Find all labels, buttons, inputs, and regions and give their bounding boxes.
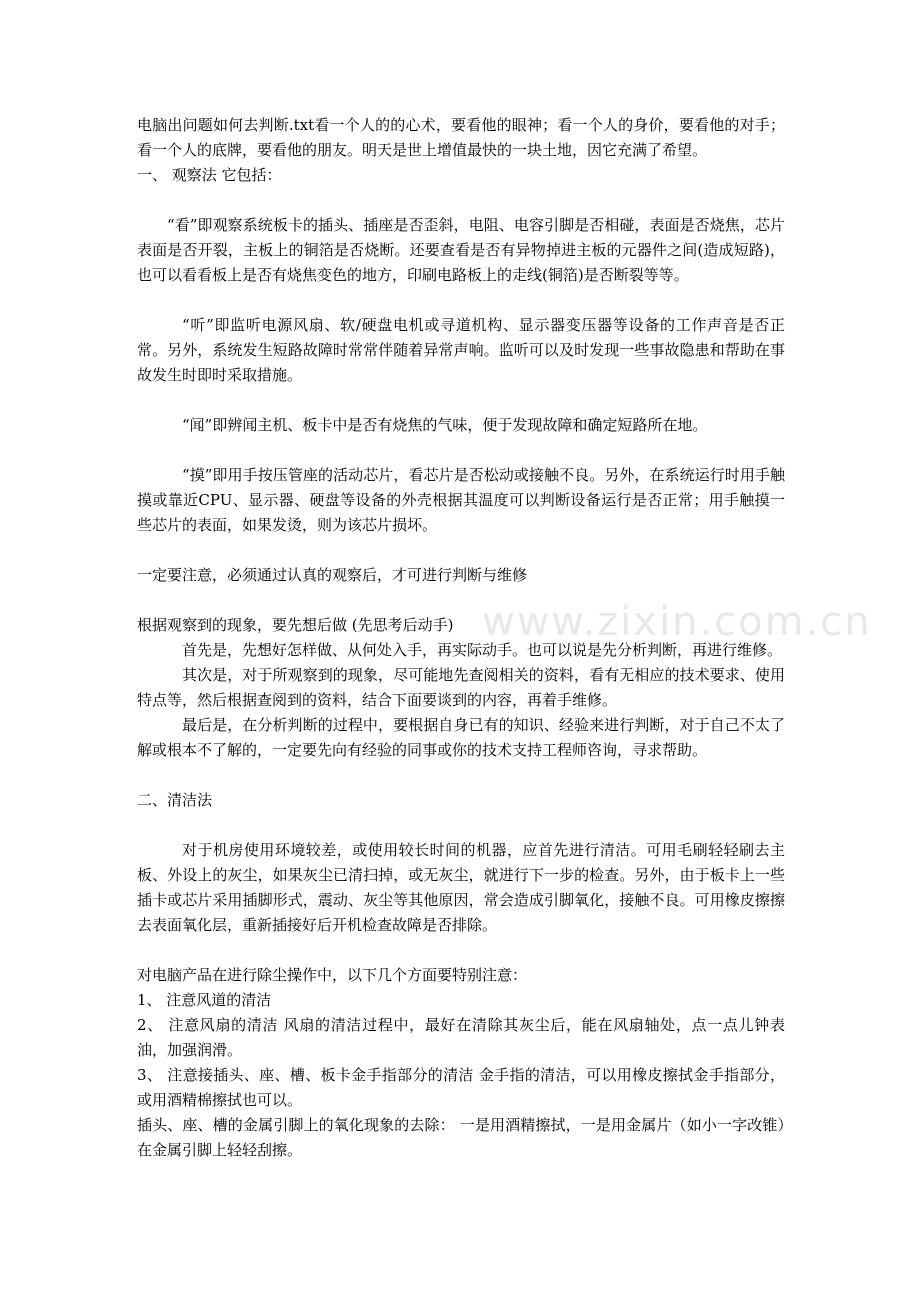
spacer <box>137 188 785 213</box>
section-heading-observation: 一、 观察法 它包括： <box>137 166 282 184</box>
spacer <box>137 938 785 963</box>
spacer <box>137 588 785 613</box>
list-item: 1、 注意风道的清洁 <box>137 991 272 1009</box>
paragraph-cleaning: 对于机房使用环境较差，或使用较长时间的机器，应首先进行清洁。可用毛刷轻轻刷去主板、外设上的灰尘，如果灰尘已清扫掉，或无灰尘，就进行下一步的检查。另外，由于板卡上一些插卡或芯片采用插脚形式，震动、灰尘等其他原因，常会造成引脚氧化，接触不良。可用橡皮擦擦去表面氧化层，重新插接好后开机检查故障是否排除。 <box>137 841 785 934</box>
spacer <box>137 438 785 463</box>
list-item: 3、 注意接插头、座、槽、板卡金手指部分的清洁 金手指的清洁，可以用橡皮擦拭金手指部分，或用酒精棉擦拭也可以。 <box>137 1066 785 1109</box>
paragraph-touch: “摸”即用手按压管座的活动芯片，看芯片是否松动或接触不良。另外，在系统运行时用手触摸或靠近CPU、显示器、硬盘等设备的外壳根据其温度可以判断设备运行是否正常；用手触摸一些芯片的表面，如果发烫，则为该芯片损坏。 <box>137 466 785 534</box>
spacer <box>137 763 785 788</box>
paragraph-last: 最后是，在分析判断的过程中，要根据自身已有的知识、经验来进行判断，对于自己不太了解或根本不了解的，一定要先向有经验的同事或你的技术支持工程师咨询，寻求帮助。 <box>137 716 785 759</box>
paragraph-oxidation: 插头、座、槽的金属引脚上的氧化现象的去除： 一是用酒精擦拭，一是用金属片（如小一字改锥）在金属引脚上轻轻刮擦。 <box>137 1116 785 1159</box>
paragraph-second: 其次是，对于所观察到的现象，尽可能地先查阅相关的资料，看有无相应的技术要求、使用特点等，然后根据查阅到的资料，结合下面要谈到的内容，再着手维修。 <box>137 666 785 709</box>
list-item: 2、 注意风扇的清洁 风扇的清洁过程中，最好在清除其灰尘后，能在风扇轴处，点一点儿钟表油，加强润滑。 <box>137 1016 785 1059</box>
document-body <box>137 113 785 1163</box>
paragraph-look: “看”即观察系统板卡的插头、插座是否歪斜，电阻、电容引脚是否相碰，表面是否烧焦，芯片表面是否开裂，主板上的铜箔是否烧断。还要查看是否有异物掉进主板的元器件之间(造成短路)，也可以看看板上是否有烧焦变色的地方，印刷电路板上的走线(铜箔)是否断裂等等。 <box>137 216 785 284</box>
paragraph-first: 首先是，先想好怎样做、从何处入手，再实际动手。也可以说是先分析判断，再进行维修。 <box>182 641 783 659</box>
spacer <box>137 813 785 838</box>
paragraph-caution: 一定要注意，必须通过认真的观察后，才可进行判断与维修 <box>137 566 528 584</box>
section-heading-cleaning: 二、清洁法 <box>137 791 213 809</box>
paragraph-think-first: 根据观察到的现象，要先想后做 (先思考后动手) <box>137 616 454 634</box>
paragraph-dust-notes: 对电脑产品在进行除尘操作中，以下几个方面要特别注意： <box>137 966 528 984</box>
spacer <box>137 388 785 413</box>
paragraph-smell: “闻”即辨闻主机、板卡中是否有烧焦的气味，便于发现故障和确定短路所在地。 <box>182 416 708 434</box>
spacer <box>137 538 785 563</box>
paragraph-listen: “听”即监听电源风扇、软/硬盘电机或寻道机构、显示器变压器等设备的工作声音是否正常。另外，系统发生短路故障时常常伴随着异常声响。监听可以及时发现一些事故隐患和帮助在事故发生时即时采取措施。 <box>137 316 785 384</box>
spacer <box>137 288 785 313</box>
intro-paragraph: 电脑出问题如何去判断.txt看一个人的的心术，要看他的眼神；看一个人的身价，要看他的对手；看一个人的底牌，要看他的朋友。明天是世上增值最快的一块土地，因它充满了希望。 <box>137 116 785 159</box>
watermark: www.zixin.com.cn <box>482 599 872 645</box>
